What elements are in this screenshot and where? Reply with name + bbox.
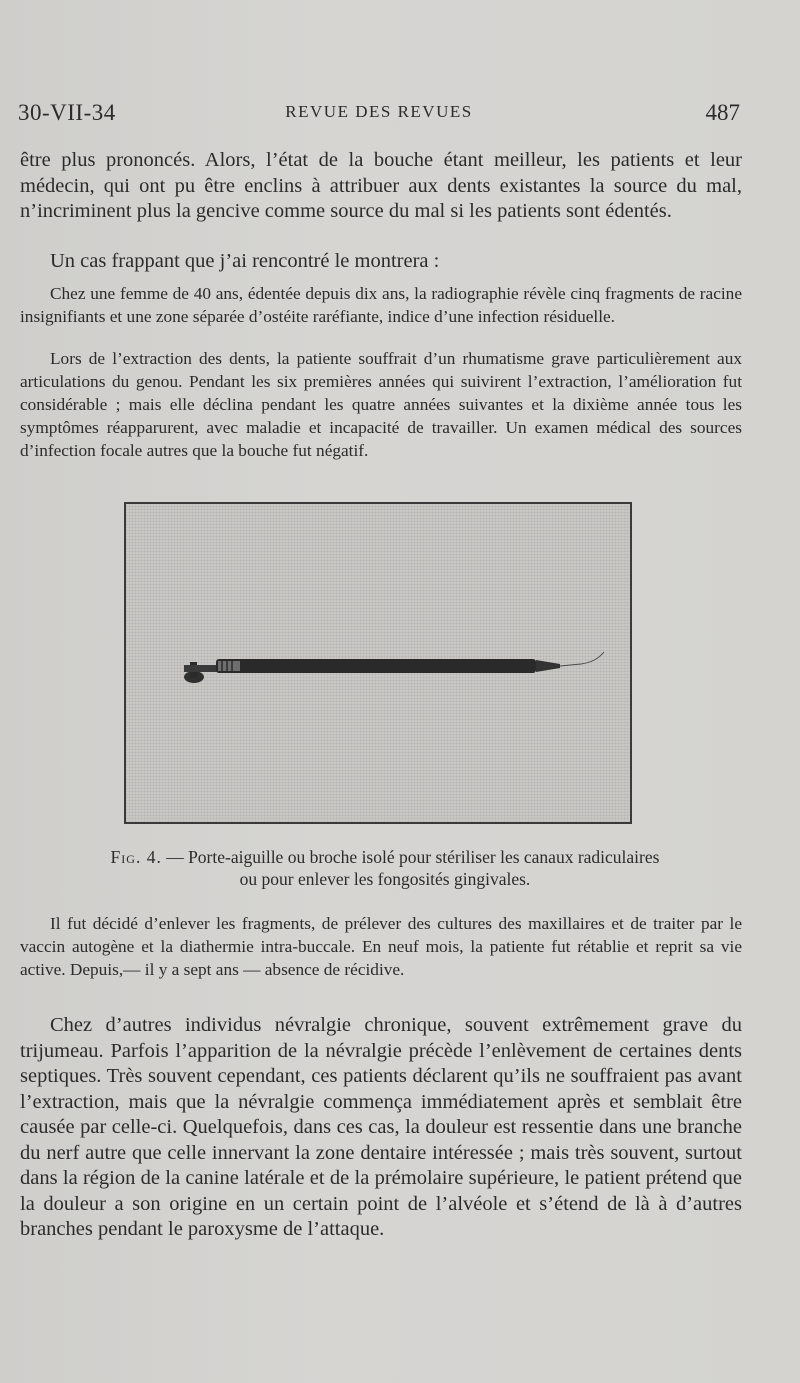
paragraph-treatment: Il fut décidé d’enlever les fragments, de prélever des cultures des maxillaires et de traiter par le vaccin autogène et la diathermie intra-buccale. En neuf mois, la patiente fut rétablie et reprit sa vie active. Depuis,— il y a sept ans — absence de récidive.: [20, 914, 742, 979]
paragraph-case-history: Lors de l’extraction des dents, la patiente souffrait d’un rhumatisme grave particulièrement aux articulations du genou. Pendant les six premières années qui suivirent l’extraction, l’amélioration fut considérable ; mais elle déclina pendant les quatre années suivantes et la dixième année tous les symptômes réapparurent, avec maladie et incapacité de travailler. Un examen médical des sources d’infection focale autres que la bouche fut négatif.: [20, 349, 742, 460]
page-number: 487: [705, 100, 740, 125]
instrument-needle: [560, 652, 604, 666]
needle-holder-illustration: [126, 504, 630, 822]
figure-label: Fig. 4.: [110, 847, 162, 867]
instrument-collar: [184, 665, 218, 672]
caption-text-1: — Porte-aiguille ou broche isolé pour stériliser les canaux radiculaires: [166, 847, 660, 867]
instrument-handle: [216, 659, 536, 673]
paragraph-case-intro: Un cas frappant que j’ai rencontré le montrera :: [50, 250, 440, 272]
paragraph-continuation: être plus prononcés. Alors, l’état de la bouche étant meilleur, les patients et leur médecin, qui ont pu être enclins à attribuer aux dents existantes la source du mal, n’incriminent plus la gencive comme source du mal si les patients sont édentés.: [20, 149, 742, 222]
figure-caption: [20, 846, 750, 890]
paragraph-case-radiography: Chez une femme de 40 ans, édentée depuis dix ans, la radiographie révèle cinq fragments de racine insignifiants et une zone séparée d’ostéite raréfiante, indice d’une infection résiduelle.: [20, 284, 742, 326]
journal-section-title: REVUE DES REVUES: [285, 102, 473, 121]
caption-line-1: [20, 846, 750, 868]
figure-4-photograph: [124, 502, 632, 824]
instrument-tip: [536, 660, 560, 672]
running-head: [18, 100, 740, 130]
paragraph-neuralgia: Chez d’autres individus névralgie chronique, souvent extrêmement grave du trijumeau. Parfois l’apparition de la névralgie précède l’enlèvement de certaines dents septiques. Très souvent cependant, ces patients déclarent qu’ils ne souffraient pas avant l’extraction, mais que la névralgie commença immédiatement après et semblait être causée par celle-ci. Quelquefois, dans ces cas, la douleur est ressentie dans une branche du nerf autre que celle innervant la zone dentaire intéressée ; mais très souvent, surtout dans la région de la canine latérale et de la prémolaire supérieure, le patient prétend que la douleur a son origine en un certain point de l’alvéole et s’étend de là à d’autres branches pendant le paroxysme de l’attaque.: [20, 1014, 742, 1240]
issue-date: 30-VII-34: [18, 100, 116, 125]
caption-line-2: ou pour enlever les fongosités gingivales.: [239, 869, 531, 889]
